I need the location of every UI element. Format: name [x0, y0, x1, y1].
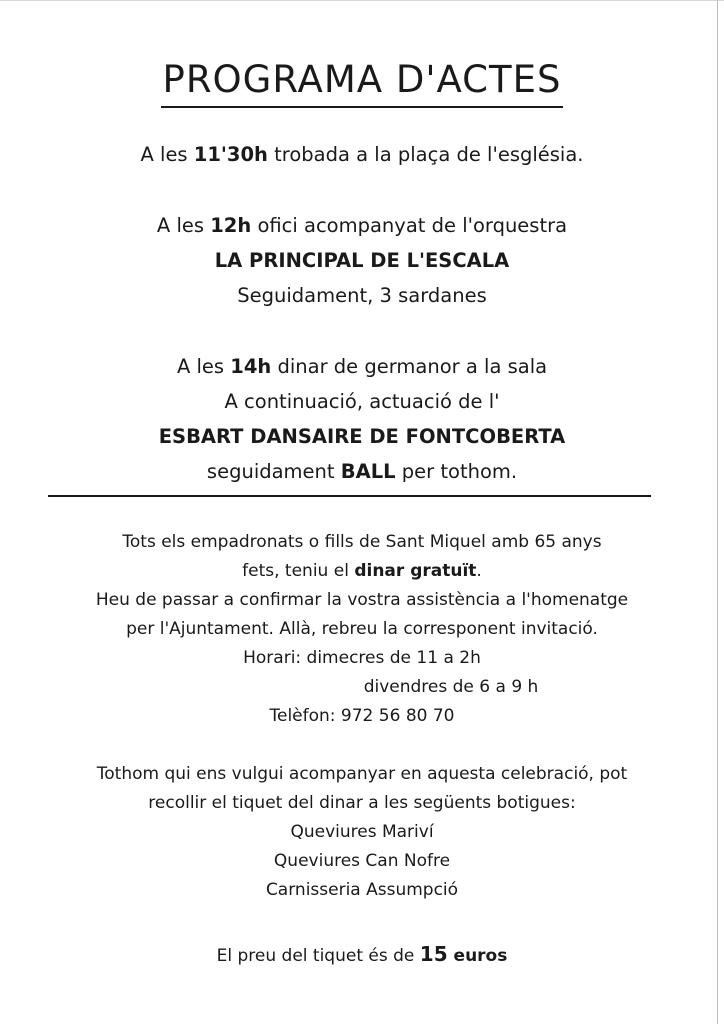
section-divider — [48, 495, 651, 497]
schedule-time: 14h — [230, 355, 272, 378]
spacer — [0, 731, 724, 760]
free-lunch-highlight: dinar gratuït — [354, 561, 477, 581]
info-text: fets, teniu el — [242, 561, 355, 581]
shop-item: Queviures Can Nofre — [273, 851, 451, 871]
spacer — [0, 172, 724, 208]
info-text: . — [476, 561, 482, 581]
page-title — [0, 56, 724, 108]
schedule-time: 11'30h — [193, 143, 268, 166]
info-section — [0, 528, 724, 905]
program-schedule — [0, 137, 724, 489]
price-value: 15 — [419, 942, 448, 966]
info-line: per l'Ajuntament. Allà, rebreu la corresponent invitació. — [126, 619, 598, 639]
hours-line: divendres de 6 a 9 h — [363, 677, 539, 697]
schedule-line-sardanes: Seguidament, 3 sardanes — [237, 284, 487, 307]
schedule-text: dinar de germanor a la sala — [271, 355, 548, 378]
schedule-line-lunch — [0, 349, 724, 384]
shop-item: Carnisseria Assumpció — [265, 880, 459, 900]
page-edge-top — [0, 0, 724, 1]
info-line — [0, 557, 724, 586]
schedule-text: ofici acompanyat de l'orquestra — [251, 214, 568, 237]
schedule-text: A les — [176, 355, 231, 378]
orchestra-name-text: LA PRINCIPAL DE L'ESCALA — [214, 249, 510, 272]
schedule-time: 12h — [210, 214, 252, 237]
schedule-line-performance: A continuació, actuació de l' — [224, 390, 500, 413]
schedule-text: A les — [156, 214, 211, 237]
schedule-highlight: BALL — [340, 460, 396, 483]
info-line: Tothom qui ens vulgui acompanyar en aquesta celebració, pot — [96, 764, 628, 784]
schedule-text: A les — [140, 143, 194, 166]
dance-group-name-text: ESBART DANSAIRE DE FONTCOBERTA — [158, 425, 566, 448]
ticket-price — [0, 940, 724, 970]
schedule-line-meeting — [0, 137, 724, 172]
spacer — [0, 313, 724, 349]
schedule-text: seguidament — [206, 460, 341, 483]
page-title-text: PROGRAMA D'ACTES — [161, 56, 564, 108]
price-text: El preu del tiquet és de — [216, 946, 420, 966]
schedule-line-dance — [0, 454, 724, 489]
schedule-line-mass — [0, 208, 724, 243]
price-unit: euros — [447, 946, 508, 966]
hours-line: Horari: dimecres de 11 a 2h — [243, 648, 481, 668]
schedule-text: trobada a la plaça de l'església. — [267, 143, 584, 166]
shop-item: Queviures Mariví — [290, 822, 434, 842]
dance-group-name — [0, 419, 724, 454]
info-line: Tots els empadronats o fills de Sant Miquel amb 65 anys — [122, 532, 602, 552]
phone-line: Telèfon: 972 56 80 70 — [269, 706, 455, 726]
info-line: Heu de passar a confirmar la vostra assistència a l'homenatge — [95, 590, 629, 610]
orchestra-name — [0, 243, 724, 278]
schedule-text: per tothom. — [395, 460, 518, 483]
info-line: recollir el tiquet del dinar a les següents botigues: — [148, 793, 576, 813]
